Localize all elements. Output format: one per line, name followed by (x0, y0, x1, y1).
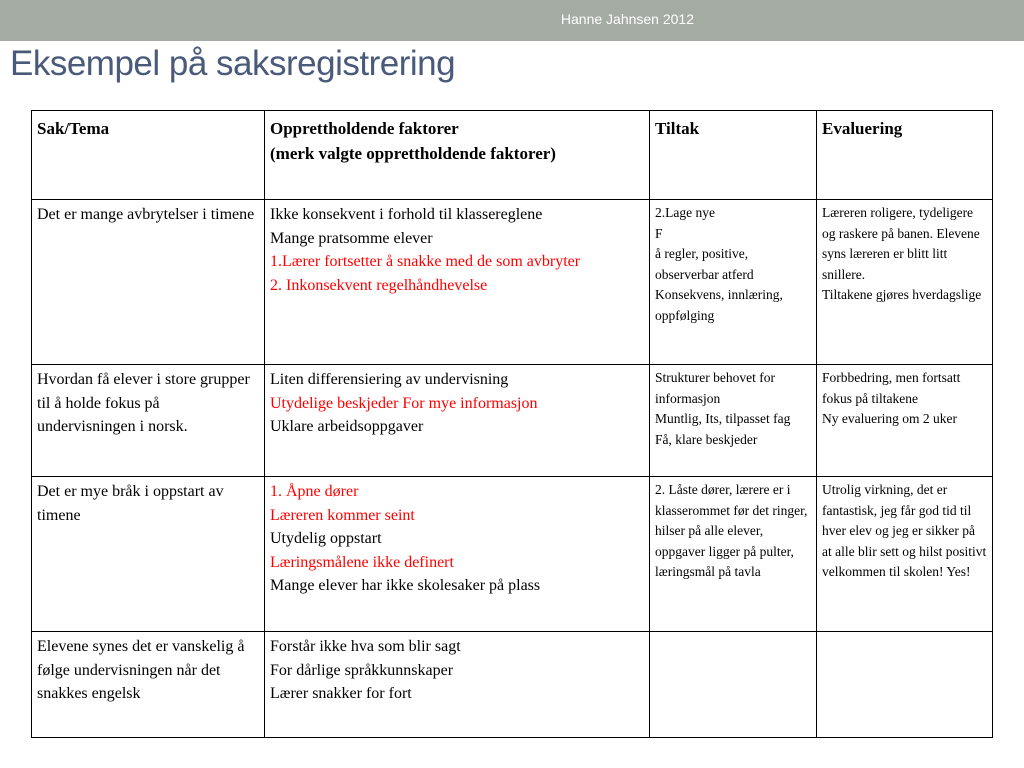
cell-sak: Det er mye bråk i oppstart av timene (32, 477, 265, 632)
cell-sak: Elevene synes det er vanskelig å følge undervisningen når det snakkes engelsk (32, 632, 265, 738)
header-faktorer-line-1: Opprettholdende faktorer (270, 119, 459, 138)
faktor-item: Lærer snakker for fort (270, 685, 412, 702)
evaluering-item: Ny evaluering om 2 uker (822, 411, 957, 426)
cell-evaluering (817, 200, 993, 365)
faktor-item: Ikke konsekvent i forhold til klassereglene (270, 206, 543, 223)
faktor-item-marked: 2. Inkonsekvent regelhåndhevelse (270, 276, 488, 294)
cell-evaluering-empty (817, 632, 993, 738)
table-row (32, 200, 993, 365)
tiltak-item: 2. Låste dører, lærere er i klasserommet før det ringer, hilser på alle elever, oppgaver ligger på pulter, læringsmål på tavla (655, 482, 808, 579)
cell-evaluering (817, 477, 993, 632)
faktor-item-marked: 1.Lærer fortsetter å snakke med de som avbryter (270, 253, 581, 270)
table-row (32, 365, 993, 477)
tiltak-item: Strukturer behovet for informasjon (655, 370, 775, 406)
evaluering-item: Utrolig virkning, det er fantastisk, jeg får god tid til hver elev og jeg er sikker på at alle blir sett og hilst positivt velkommen til skolen! Yes! (822, 482, 987, 579)
tiltak-item: 2.Lage nye (655, 205, 715, 220)
header-tiltak: Tiltak (650, 111, 817, 200)
tiltak-item: Muntlig, Its, tilpasset fag (655, 411, 791, 426)
faktor-item-marked: 1. Åpne dører (270, 483, 359, 500)
tiltak-item: Få, klare beskjeder (655, 431, 758, 447)
faktor-item: Utydelig oppstart (270, 530, 382, 547)
cell-faktorer (265, 632, 650, 738)
cell-tiltak (650, 200, 817, 365)
header-faktorer (265, 111, 650, 200)
faktor-item-marked: Læringsmålene ikke definert (270, 553, 454, 571)
tiltak-item: Konsekvens, innlæring, oppfølging (655, 287, 783, 323)
header-sak: Sak/Tema (32, 111, 265, 200)
faktor-item: Uklare arbeidsoppgaver (270, 418, 424, 435)
case-registration-table (31, 110, 993, 738)
tiltak-item: F (655, 225, 663, 241)
author-label: Hanne Jahnsen 2012 (560, 11, 694, 27)
header-faktorer-line-2: (merk valgte opprettholdende faktorer) (270, 144, 556, 163)
cell-tiltak (650, 477, 817, 632)
faktor-item: Forstår ikke hva som blir sagt (270, 638, 461, 655)
faktor-item: Liten differensiering av undervisning (270, 371, 509, 388)
table-row (32, 632, 993, 738)
evaluering-item: Forbbedring, men fortsatt fokus på tiltakene (822, 370, 961, 406)
evaluering-item: Tiltakene gjøres hverdagslige (822, 287, 982, 302)
cell-faktorer (265, 365, 650, 477)
faktor-item-marked: Utydelige beskjeder For mye informasjon (270, 394, 538, 412)
tiltak-item: å regler, positive, observerbar atferd (655, 246, 754, 282)
cell-sak: Det er mange avbrytelser i timene (32, 200, 265, 365)
slide-title: Eksempel på saksregistrering (10, 44, 456, 83)
faktor-item-marked: Læreren kommer seint (270, 506, 415, 524)
cell-faktorer (265, 477, 650, 632)
cell-tiltak (650, 365, 817, 477)
faktor-item: For dårlige språkkunnskaper (270, 661, 454, 679)
cell-tiltak-empty (650, 632, 817, 738)
table-header-row (32, 111, 993, 200)
faktor-item: Mange pratsomme elever (270, 229, 433, 247)
cell-faktorer (265, 200, 650, 365)
cell-evaluering (817, 365, 993, 477)
faktor-item: Mange elever har ikke skolesaker på plass (270, 577, 541, 594)
header-evaluering: Evaluering (817, 111, 993, 200)
top-bar (0, 0, 1024, 41)
evaluering-item: Læreren roligere, tydeligere og raskere på banen. Elevene syns læreren er blitt litt snillere. (822, 205, 980, 282)
cell-sak: Hvordan få elever i store grupper til å holde fokus på undervisningen i norsk. (32, 365, 265, 477)
table-row (32, 477, 993, 632)
